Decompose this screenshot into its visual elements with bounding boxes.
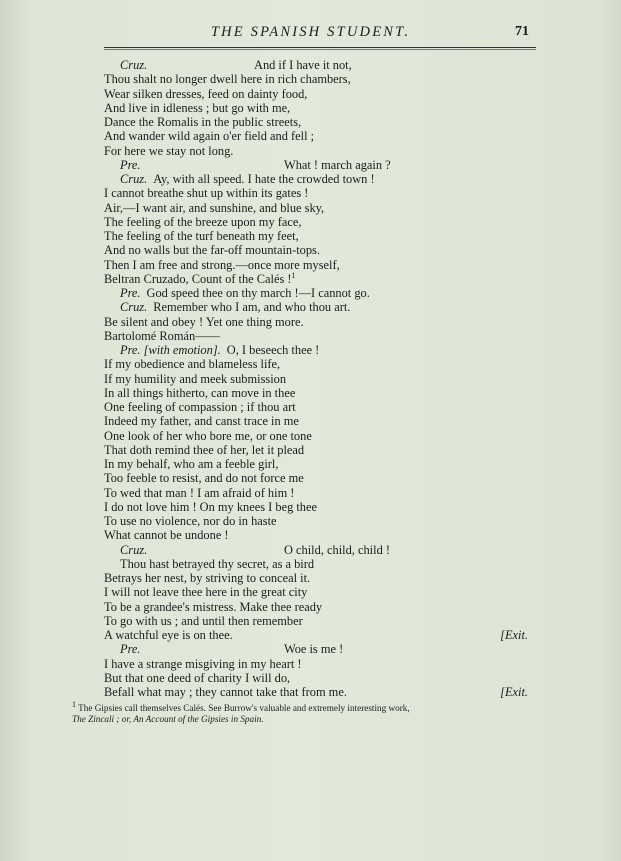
verse-line	[104, 429, 534, 443]
line-text: What cannot be undone !	[104, 528, 229, 543]
verse-line	[104, 414, 534, 428]
line-text: And if I have it not,	[254, 58, 352, 72]
verse-line	[104, 329, 534, 343]
line-text: In my behalf, who am a feeble girl,	[104, 457, 279, 471]
verse-line	[104, 87, 534, 101]
verse-line	[104, 600, 534, 614]
line-text: Ay, with all speed. I hate the crowded town !	[153, 172, 375, 186]
verse-line	[104, 144, 534, 158]
footnote-line-1	[72, 699, 542, 714]
line-text: Betrays her nest, by striving to conceal it.	[104, 571, 311, 585]
line-text: The feeling of the turf beneath my feet,	[104, 229, 299, 243]
line-text: And no walls but the far-off mountain-tops.	[104, 243, 320, 258]
verse-line	[104, 543, 534, 557]
line-text: Air,—I want air, and sunshine, and blue sky,	[104, 200, 325, 215]
line-text: Wear silken dresses, feed on dainty food,	[104, 86, 308, 101]
line-text: If my obedience and blameless life,	[104, 357, 281, 372]
line-text: O, I beseech thee !	[226, 343, 320, 357]
verse-line	[104, 471, 534, 485]
line-text: Beltran Cruzado, Count of the Calés !	[104, 271, 292, 286]
line-text: Dance the Romalis in the public streets,	[104, 115, 302, 129]
line-text: I cannot breathe shut up within its gates !	[104, 186, 309, 201]
line-text: Thou shalt no longer dwell here in rich chambers,	[104, 72, 351, 87]
verse-line	[104, 628, 534, 642]
line-text: Indeed my father, and canst trace in me	[104, 414, 299, 429]
line-text: One look of her who bore me, or one tone	[104, 428, 312, 443]
line-text: I do not love him ! On my knees I beg thee	[104, 499, 318, 514]
line-text: Woe is me !	[284, 642, 344, 657]
line-text: Be silent and obey ! Yet one thing more.	[104, 314, 304, 329]
verse-line	[104, 571, 534, 585]
line-text: For here we stay not long.	[104, 143, 234, 158]
verse-line	[104, 528, 534, 542]
stage-direction: [with emotion].	[143, 343, 221, 357]
line-text: What ! march again ?	[284, 157, 391, 172]
speaker-name: Pre.	[120, 157, 141, 172]
verse-line	[104, 300, 534, 314]
page-number: 71	[515, 24, 529, 39]
line-text: God speed thee on thy march !—I cannot go.	[146, 286, 370, 300]
verse-line	[104, 400, 534, 414]
verse-line	[104, 229, 534, 243]
running-title: THE SPANISH STUDENT.	[210, 24, 411, 40]
running-header	[0, 24, 621, 46]
verse-line	[104, 585, 534, 599]
verse-line	[104, 201, 534, 215]
verse-text	[104, 58, 534, 699]
verse-line	[104, 286, 534, 300]
footnote-line-2: The Zincali ; or, An Account of the Gipsies in Spain.	[72, 714, 264, 724]
line-text: Thou hast betrayed thy secret, as a bird	[120, 556, 315, 571]
verse-line	[104, 272, 534, 286]
verse-line	[104, 671, 534, 685]
line-text: To use no violence, nor do in haste	[104, 514, 277, 528]
speaker-name: Pre.	[120, 286, 141, 300]
line-text: Remember who I am, and who thou art.	[153, 300, 351, 315]
verse-line	[104, 243, 534, 257]
speaker-name: Pre.	[120, 343, 141, 357]
line-text: O child, child, child !	[284, 542, 390, 557]
verse-line	[104, 158, 534, 172]
verse-line	[104, 101, 534, 115]
line-text: Too feeble to resist, and do not force me	[104, 471, 304, 486]
verse-line	[104, 315, 534, 329]
verse-line	[104, 115, 534, 129]
verse-line	[104, 72, 534, 86]
line-text: To be a grandee's mistress. Make thee ready	[104, 599, 323, 614]
line-text: A watchful eye is on thee.	[104, 628, 233, 642]
verse-line	[104, 172, 534, 186]
line-text: I have a strange misgiving in my heart !	[104, 656, 302, 671]
verse-line	[104, 642, 534, 656]
verse-line	[104, 357, 534, 371]
speaker-name: Cruz.	[120, 172, 148, 186]
verse-line	[104, 372, 534, 386]
line-text: The feeling of the breeze upon my face,	[104, 214, 302, 229]
verse-line	[104, 514, 534, 528]
verse-line	[104, 657, 534, 671]
verse-line	[104, 215, 534, 229]
exit-direction: [Exit.	[500, 685, 528, 699]
speaker-name: Cruz.	[120, 58, 148, 72]
verse-line	[104, 685, 534, 699]
speaker-name: Pre.	[120, 642, 141, 657]
line-text: To go with us ; and until then remember	[104, 613, 303, 628]
verse-line	[104, 386, 534, 400]
verse-line	[104, 258, 534, 272]
line-text: I will not leave thee here in the great city	[104, 585, 308, 600]
verse-line	[104, 500, 534, 514]
footnote	[72, 699, 542, 725]
verse-line	[104, 58, 534, 72]
line-text: In all things hitherto, can move in thee	[104, 385, 296, 400]
line-text: Befall what may ; they cannot take that from me.	[104, 685, 347, 699]
line-text: And wander wild again o'er field and fell ;	[104, 129, 315, 144]
header-rule	[104, 47, 536, 48]
verse-line	[104, 557, 534, 571]
line-text: To wed that man ! I am afraid of him !	[104, 485, 295, 500]
verse-line	[104, 614, 534, 628]
footnote-text: The Gipsies call themselves Calés. See Burrow's valuable and extremely interesting work,	[78, 703, 410, 713]
line-text: That doth remind thee of her, let it plead	[104, 442, 305, 457]
line-text: But that one deed of charity I will do,	[104, 670, 291, 685]
speaker-name: Cruz.	[120, 300, 148, 315]
header-rule-secondary	[104, 49, 536, 50]
verse-line	[104, 486, 534, 500]
footnote-marker: 1	[72, 699, 76, 709]
line-text: Bartolomé Román——	[104, 328, 220, 343]
verse-line	[104, 443, 534, 457]
line-text: One feeling of compassion ; if thou art	[104, 400, 296, 414]
line-text: Then I am free and strong.—once more myself,	[104, 257, 340, 272]
line-text: If my humility and meek submission	[104, 371, 287, 386]
verse-line	[104, 186, 534, 200]
footnote-reference: 1	[291, 270, 296, 280]
line-text: And live in idleness ; but go with me,	[104, 100, 291, 115]
speaker-name: Cruz.	[120, 542, 148, 557]
verse-line	[104, 129, 534, 143]
exit-direction: [Exit.	[500, 628, 528, 642]
verse-line	[104, 457, 534, 471]
verse-line	[104, 343, 534, 357]
